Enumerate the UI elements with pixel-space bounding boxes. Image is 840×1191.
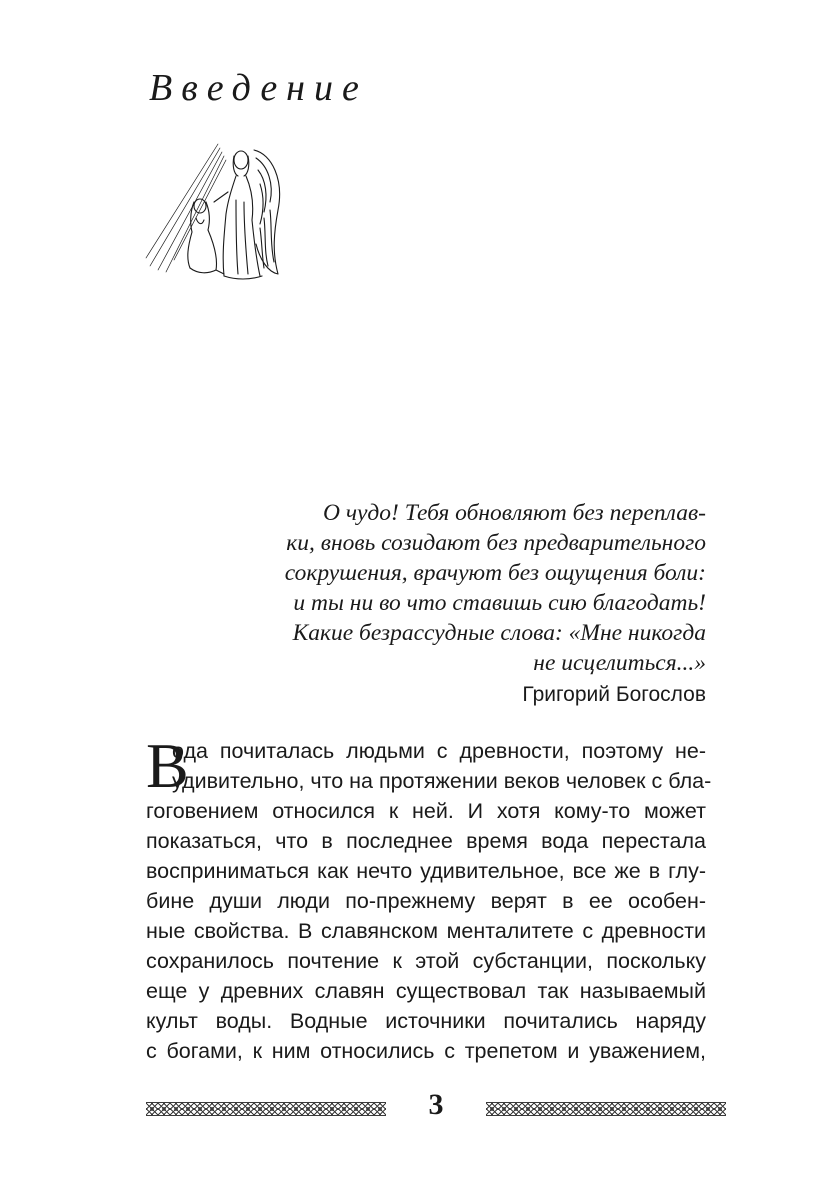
body-line: восприниматься как нечто удивительное, все же в глу- [146, 859, 706, 883]
epigraph-line: сокрушения, врачуют без ощущения боли: [284, 560, 706, 586]
body-text [146, 730, 712, 1066]
epigraph-line: не исцелиться...» [533, 650, 706, 676]
body-line: с богами, к ним относились с трепетом и уважением, [146, 1039, 706, 1063]
body-line: гоговением относился к ней. И хотя кому-то может [146, 799, 706, 823]
epigraph-line: и ты ни во что ставишь сию благодать! [293, 590, 706, 616]
body-line: показаться, что в последнее время вода перестала [146, 829, 706, 853]
drop-cap: В [146, 730, 189, 801]
body-line: культ воды. Водные источники почитались наряду [146, 1009, 706, 1033]
body-line: сохранилось почтение к этой субстанции, поскольку [146, 949, 706, 973]
angel-wing [254, 150, 280, 274]
page-number: 3 [428, 1088, 444, 1121]
chapter-heading: Введение [149, 67, 368, 109]
body-line: бине души люди по-прежнему верят в ее особен- [146, 889, 706, 913]
epigraph-author: Григорий Богослов [522, 683, 706, 706]
angel-and-kneeling-girl-icon [144, 140, 290, 288]
angel-figure [214, 151, 262, 279]
body-line: ные свойства. В славянском менталитете с древности [146, 919, 706, 943]
body-line: ода почиталась людьми с древности, поэтому не- [172, 739, 706, 763]
ornament-border-left [146, 1102, 386, 1116]
light-rays [146, 144, 226, 272]
epigraph-line: О чудо! Тебя обновляют без переплав- [323, 500, 706, 526]
kneeling-girl [188, 199, 224, 274]
epigraph-line: ки, вновь созидают без предварительного [286, 530, 706, 556]
body-line: удивительно, что на протяжении веков человек с бла- [172, 769, 712, 793]
epigraph [236, 498, 706, 710]
body-line: еще у древних славян существовал так называемый [146, 979, 706, 1003]
ornament-border-right [486, 1102, 726, 1116]
epigraph-line: Какие безрассудные слова: «Мне никогда [292, 620, 706, 646]
page-footer [146, 1088, 726, 1121]
